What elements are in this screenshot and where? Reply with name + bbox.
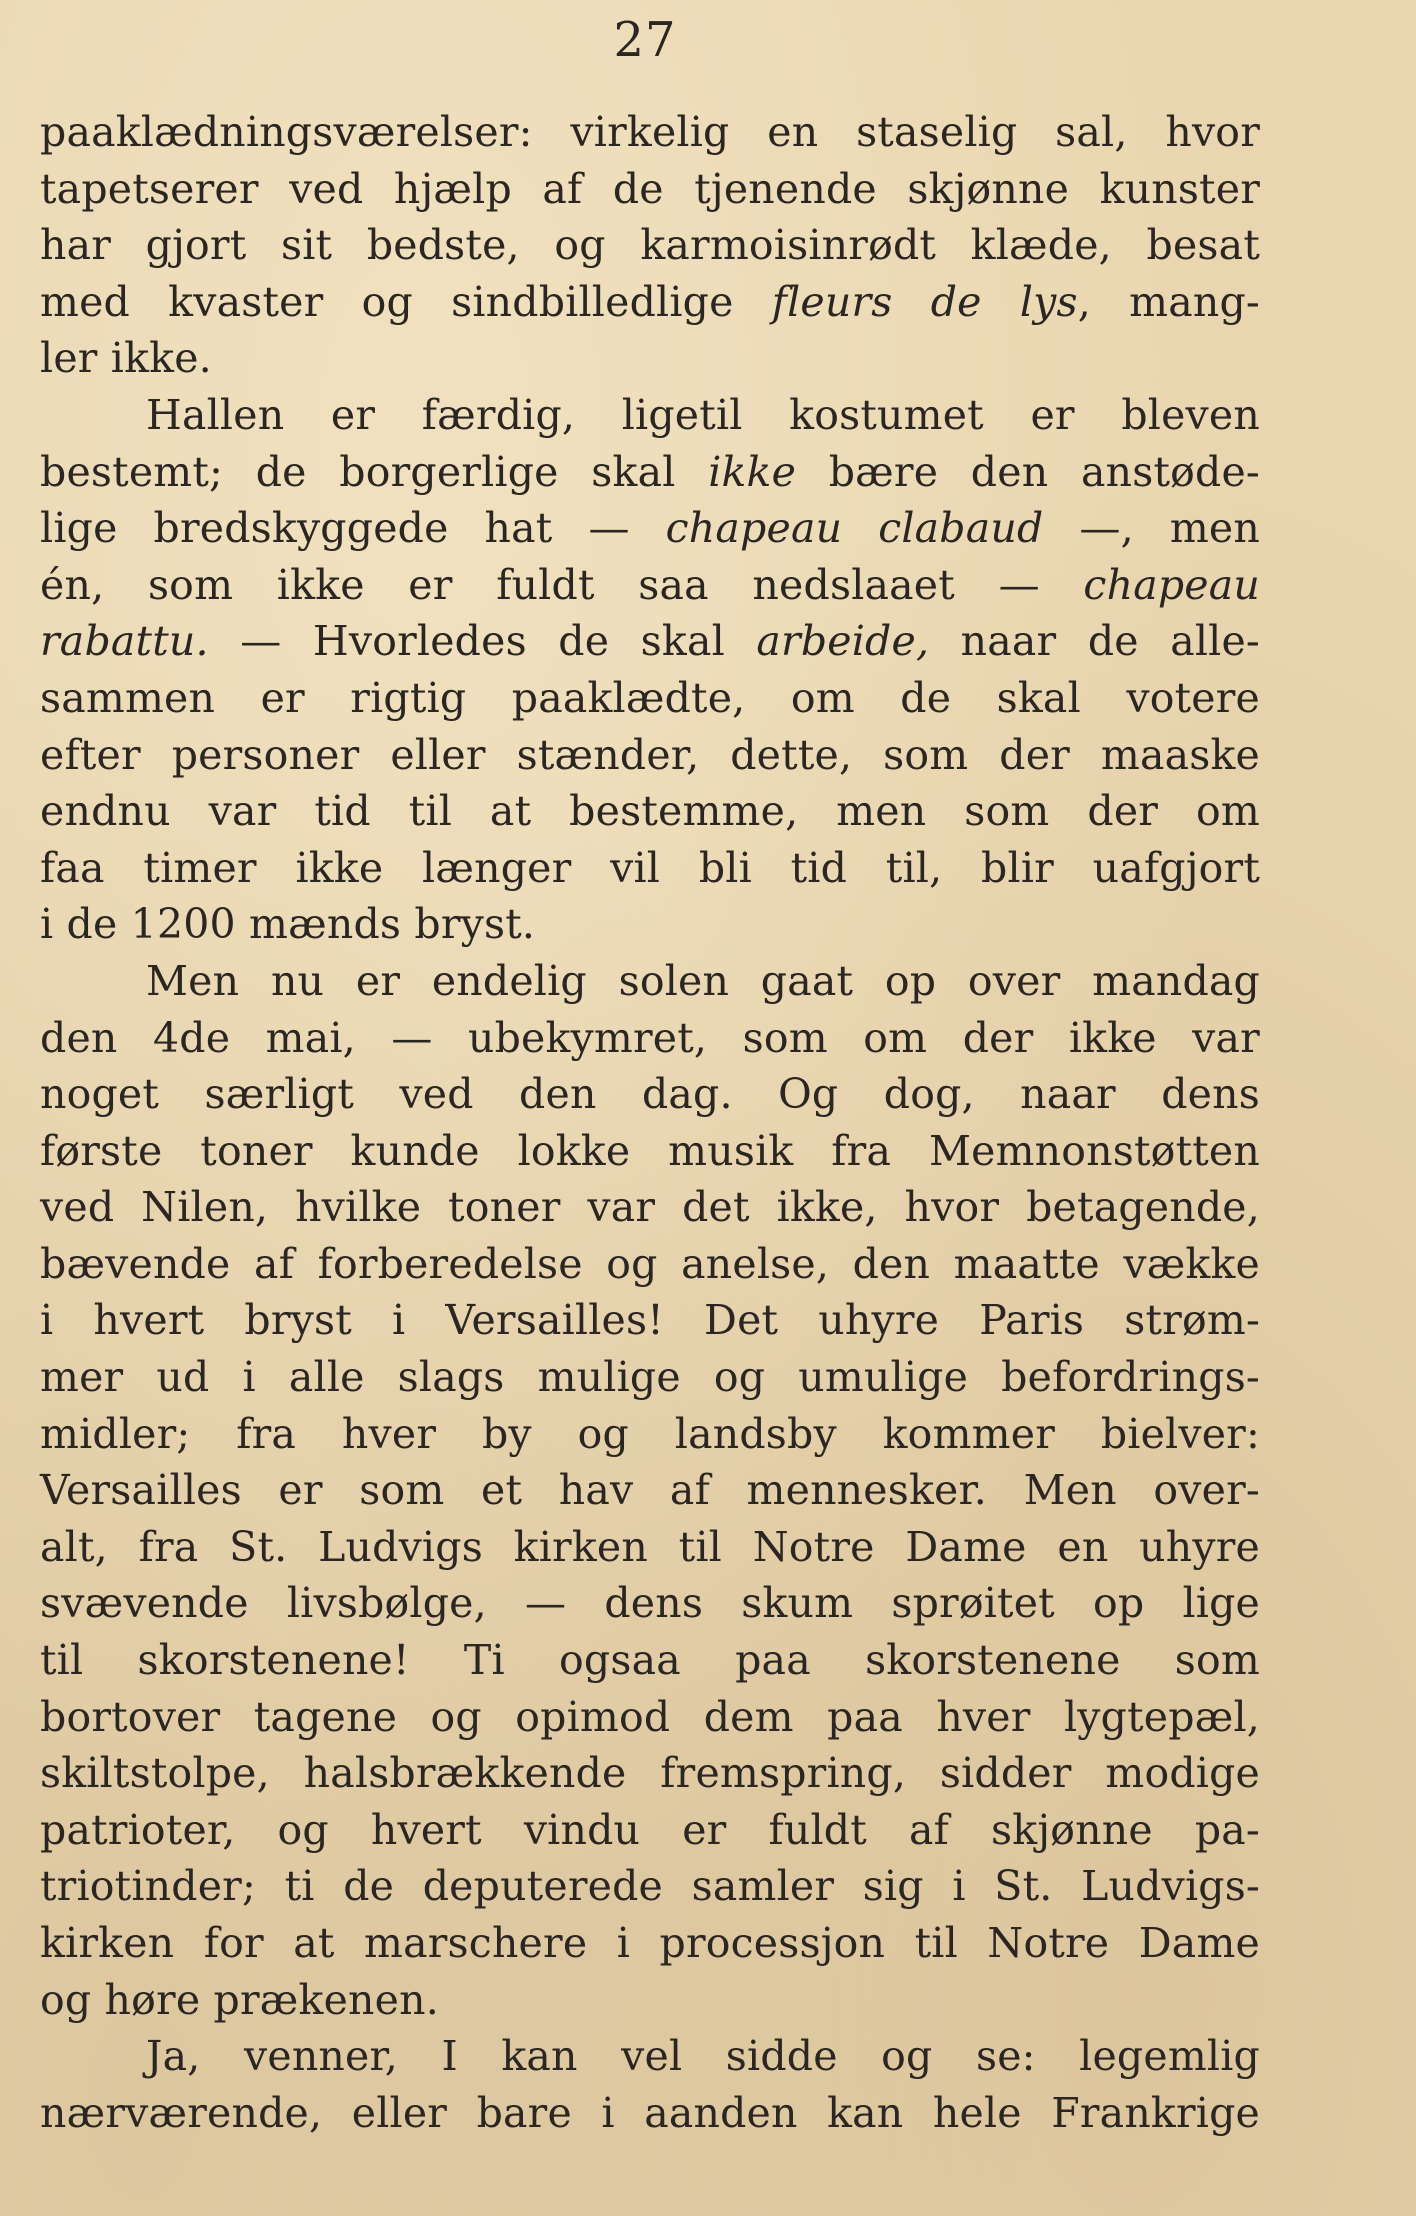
- body-text: [40, 104, 1260, 2141]
- line-text: noget særligt ved den dag. Og dog, naar dens: [40, 1070, 1260, 1119]
- line-text: én, som ikke er fuldt saa nedslaaet —: [40, 560, 1084, 609]
- text-line: [40, 1123, 1260, 1180]
- text-line: [40, 500, 1260, 557]
- line-text: patrioter, og hvert vindu er fuldt af skjønne pa-: [40, 1805, 1260, 1854]
- text-line: [40, 1972, 1260, 2029]
- line-text: i de 1200 mænds bryst.: [40, 900, 536, 949]
- text-line: [40, 1575, 1260, 1632]
- line-text: i hvert bryst i Versailles! Det uhyre Paris strøm-: [40, 1296, 1260, 1345]
- italic-phrase: fleurs de lys: [771, 277, 1078, 326]
- line-text: Versailles er som et hav af mennesker. Men over-: [40, 1466, 1260, 1515]
- text-line: [40, 557, 1260, 614]
- line-text: bestemt; de borgerlige skal: [40, 447, 709, 496]
- line-text: Ja, venner, I kan vel sidde og se: legemlig: [146, 2032, 1260, 2081]
- line-text: lige bredskyggede hat —: [40, 504, 666, 553]
- text-line: [40, 104, 1260, 161]
- line-text: mer ud i alle slags mulige og umulige befordrings-: [40, 1353, 1260, 1402]
- text-line: [40, 330, 1260, 387]
- text-line: [40, 1292, 1260, 1349]
- line-text: midler; fra hver by og landsby kommer bielver:: [40, 1409, 1260, 1458]
- text-line: [40, 274, 1260, 331]
- text-line: [40, 840, 1260, 897]
- text-line: [40, 1745, 1260, 1802]
- text-line: [40, 783, 1260, 840]
- line-text: nærværende, eller bare i aanden kan hele Frankrige: [40, 2088, 1260, 2137]
- line-text: svævende livsbølge, — dens skum sprøitet op lige: [40, 1579, 1260, 1628]
- line-text: har gjort sit bedste, og karmoisinrødt klæde, besat: [40, 221, 1260, 270]
- line-text: naar de alle-: [929, 617, 1260, 666]
- text-line: [40, 1406, 1260, 1463]
- line-text: Hallen er færdig, ligetil kostumet er bleven: [146, 390, 1260, 439]
- text-line: [40, 896, 1260, 953]
- text-line: [40, 1349, 1260, 1406]
- text-line: [40, 727, 1260, 784]
- text-line: [40, 1689, 1260, 1746]
- text-line: [40, 1179, 1260, 1236]
- text-line: [40, 1519, 1260, 1576]
- line-text: den 4de mai, — ubekymret, som om der ikke var: [40, 1013, 1260, 1062]
- line-text: til skorstenene! Ti ogsaa paa skorstenene som: [40, 1636, 1260, 1685]
- text-line: [40, 1802, 1260, 1859]
- text-line: [40, 613, 1260, 670]
- line-text: med kvaster og sindbilledlige: [40, 277, 772, 326]
- text-line: [40, 1236, 1260, 1293]
- text-line: [40, 2028, 1260, 2085]
- line-text: og høre prækenen.: [40, 1975, 439, 2024]
- italic-phrase: ikke: [708, 447, 797, 496]
- line-text: triotinder; ti de deputerede samler sig i St. Ludvigs-: [40, 1862, 1260, 1911]
- italic-phrase: rabattu.: [40, 617, 209, 666]
- text-line: [40, 953, 1260, 1010]
- text-line: [40, 1010, 1260, 1067]
- italic-phrase: arbeide,: [756, 617, 930, 666]
- line-text: — Hvorledes de skal: [208, 617, 757, 666]
- italic-phrase: chapeau: [1083, 560, 1260, 609]
- text-line: [40, 1915, 1260, 1972]
- line-text: skiltstolpe, halsbrækkende fremspring, sidder modige: [40, 1749, 1260, 1798]
- line-text: tapetserer ved hjælp af de tjenende skjønne kunster: [40, 164, 1260, 213]
- page-number: 27: [613, 12, 677, 68]
- line-text: alt, fra St. Ludvigs kirken til Notre Dame en uhyre: [40, 1522, 1260, 1571]
- line-text: Men nu er endelig solen gaat op over mandag: [146, 956, 1260, 1005]
- line-text: , mang-: [1077, 277, 1260, 326]
- line-text: ler ikke.: [40, 334, 212, 383]
- text-line: [40, 161, 1260, 218]
- line-text: endnu var tid til at bestemme, men som der om: [40, 787, 1260, 836]
- text-line: [40, 2085, 1260, 2142]
- text-line: [40, 1462, 1260, 1519]
- line-text: paaklædningsværelser: virkelig en staselig sal, hvor: [40, 108, 1260, 156]
- text-line: [40, 387, 1260, 444]
- text-line: [40, 444, 1260, 501]
- line-text: bortover tagene og opimod dem paa hver lygtepæl,: [40, 1692, 1260, 1741]
- line-text: faa timer ikke længer vil bli tid til, blir uafgjort: [40, 843, 1260, 892]
- text-line: [40, 217, 1260, 274]
- line-text: bære den anstøde-: [796, 447, 1260, 496]
- line-text: sammen er rigtig paaklædte, om de skal votere: [40, 673, 1260, 722]
- italic-phrase: chapeau clabaud: [665, 504, 1044, 553]
- text-line: [40, 1632, 1260, 1689]
- line-text: første toner kunde lokke musik fra Memnonstøtten: [40, 1126, 1260, 1175]
- line-text: efter personer eller stænder, dette, som der maaske: [40, 730, 1260, 779]
- line-text: —, men: [1043, 504, 1260, 553]
- line-text: kirken for at marschere i processjon til Notre Dame: [40, 1919, 1260, 1967]
- line-text: ved Nilen, hvilke toner var det ikke, hvor betagende,: [40, 1183, 1260, 1232]
- text-line: [40, 670, 1260, 727]
- text-line: [40, 1066, 1260, 1123]
- line-text: bævende af forberedelse og anelse, den maatte vække: [40, 1239, 1260, 1288]
- text-line: [40, 1858, 1260, 1915]
